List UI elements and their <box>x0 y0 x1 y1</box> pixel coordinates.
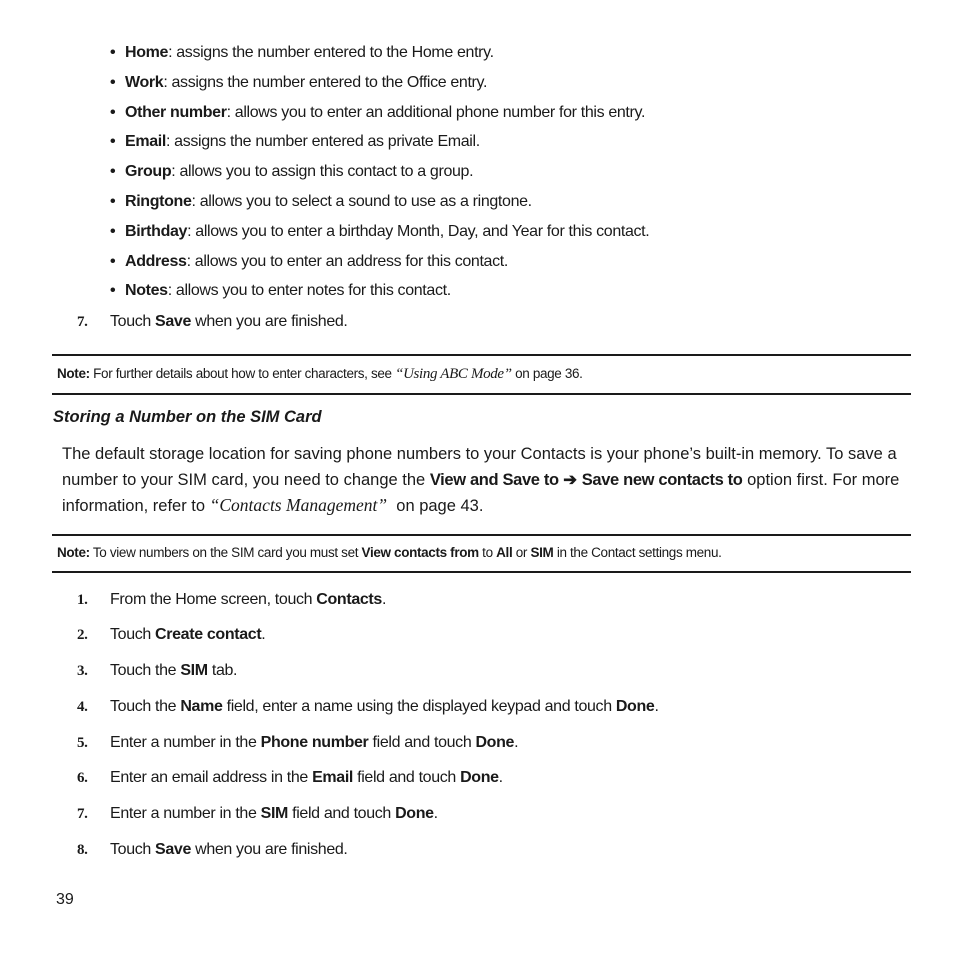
bullet-desc: : assigns the number entered to the Office entry. <box>163 73 488 91</box>
step-text <box>110 624 265 646</box>
paragraph-bold: View and Save to <box>429 470 559 489</box>
step-text-pre: Enter an email address in the <box>110 769 313 786</box>
bullet-glyph: • <box>110 282 116 300</box>
arrow-glyph: ➔ <box>558 470 582 489</box>
step-text-bold: SIM <box>260 805 289 822</box>
step-text <box>110 803 438 825</box>
bullet-item-work <box>110 72 649 102</box>
paragraph-text: The default storage location for saving phone numbers to your Contacts is your phone’s built-in memory. To save a number to your SIM card, you need to change the <box>62 445 897 489</box>
step-text-pre: Touch the <box>110 698 181 715</box>
step-number: 6. <box>77 770 88 786</box>
intro-paragraph <box>62 442 902 520</box>
step-text <box>110 660 237 682</box>
step-text <box>110 311 348 333</box>
bullet-desc: : allows you to select a sound to use as a ringtone. <box>191 192 532 210</box>
bullet-desc: : allows you to assign this contact to a group. <box>171 163 474 181</box>
bullet-glyph: • <box>110 73 116 91</box>
note-text: to <box>478 545 497 560</box>
step-text-bold: Done <box>395 805 434 822</box>
note-label: Note: <box>57 545 90 560</box>
bullet-glyph: • <box>110 103 116 121</box>
step-text <box>110 839 348 861</box>
step-text-post: . <box>261 626 266 643</box>
bullet-desc: : allows you to enter an additional phone number for this entry. <box>226 103 646 121</box>
step-text-post: tab. <box>207 662 238 679</box>
step-number: 7. <box>77 314 88 330</box>
step-text-bold: Done <box>475 734 515 751</box>
bullet-desc: : allows you to enter a birthday Month, Day, and Year for this contact. <box>187 222 650 240</box>
step-text-bold: Create contact <box>155 626 262 643</box>
step-number: 3. <box>77 663 88 679</box>
bullet-glyph: • <box>110 222 116 240</box>
note-top-rule <box>52 354 911 356</box>
contact-field-bullet-list <box>110 42 649 310</box>
bullet-item-ringtone <box>110 191 649 221</box>
step-text-post: . <box>498 769 503 786</box>
note-bottom-rule <box>52 393 911 395</box>
note-sim-view <box>57 544 722 562</box>
note-top-rule <box>52 534 911 536</box>
bullet-item-birthday <box>110 221 649 251</box>
page-number: 39 <box>56 891 74 908</box>
step-text-mid: field and touch <box>353 769 461 786</box>
paragraph-bold: Save new contacts to <box>581 470 743 489</box>
note-text: or <box>512 545 531 560</box>
note-cross-reference: “Using ABC Mode” <box>395 366 512 382</box>
note-bold: View contacts from <box>361 545 479 560</box>
step-text-post: . <box>654 698 659 715</box>
bullet-term: Ringtone <box>125 192 192 210</box>
bullet-glyph: • <box>110 163 116 181</box>
bullet-desc: : allows you to enter notes for this contact. <box>167 282 451 300</box>
step-text-post: when you are finished. <box>191 313 348 330</box>
bullet-desc: : allows you to enter an address for this contact. <box>186 252 508 270</box>
bullet-glyph: • <box>110 192 116 210</box>
step-text-post: . <box>381 591 387 608</box>
bullet-term: Work <box>125 73 164 91</box>
note-text: To view numbers on the SIM card you must set <box>89 545 362 560</box>
bullet-glyph: • <box>110 133 116 151</box>
bullet-term: Birthday <box>125 222 188 240</box>
bullet-item-group <box>110 161 649 191</box>
step-text-pre: From the Home screen, touch <box>110 591 317 608</box>
note-label: Note: <box>57 366 90 381</box>
paragraph-cross-reference: “Contacts Management” <box>209 495 388 515</box>
step-text <box>110 767 503 789</box>
bullet-glyph: • <box>110 44 116 61</box>
step-text-bold: Save <box>155 841 192 858</box>
step-text-bold: Email <box>312 769 354 786</box>
bullet-term: Notes <box>125 282 168 300</box>
step-number: 4. <box>77 699 88 715</box>
step-text-bold: Phone number <box>260 734 369 751</box>
step-text-mid: field and touch <box>368 734 476 751</box>
step-text-bold: Contacts <box>316 591 382 608</box>
bullet-desc: : assigns the number entered as private Email. <box>165 133 480 151</box>
step-text-bold: SIM <box>180 662 208 679</box>
step-number: 7. <box>77 806 88 822</box>
step-text-pre: Touch the <box>110 662 181 679</box>
step-text-pre: Touch <box>110 841 156 858</box>
paragraph-text: on page 43. <box>387 497 484 515</box>
step-text <box>110 732 518 754</box>
note-bold: SIM <box>530 545 554 560</box>
note-text: in the Contact settings menu. <box>553 545 722 560</box>
step-text-bold: Name <box>180 698 223 715</box>
step-text-pre: Enter a number in the <box>110 734 261 751</box>
bullet-term: Address <box>125 252 187 270</box>
step-text-pre: Touch <box>110 626 156 643</box>
note-abc-mode <box>57 365 583 383</box>
bullet-item-email <box>110 131 649 161</box>
step-number: 8. <box>77 842 88 858</box>
step-text <box>110 696 659 718</box>
step-text-bold: Done <box>615 698 655 715</box>
bullet-item-address <box>110 251 649 281</box>
bullet-term: Home <box>125 44 169 61</box>
note-text-end: on page 36. <box>511 366 583 381</box>
step-number: 1. <box>77 592 88 608</box>
bullet-glyph: • <box>110 252 116 270</box>
step-text-post: when you are finished. <box>191 841 348 858</box>
step-text-bold: Done <box>460 769 499 786</box>
bullet-item-home <box>110 42 649 72</box>
step-text-pre: Touch <box>110 313 156 330</box>
step-text-pre: Enter a number in the <box>110 805 261 822</box>
bullet-item-notes <box>110 280 649 310</box>
step-number: 2. <box>77 627 88 643</box>
bullet-term: Other number <box>125 103 227 121</box>
bullet-item-other-number <box>110 102 649 132</box>
bullet-term: Group <box>125 163 172 181</box>
note-text: For further details about how to enter characters, see <box>89 366 396 381</box>
step-text-post: . <box>514 734 519 751</box>
step-number: 5. <box>77 735 88 751</box>
step-text-bold: Save <box>155 313 192 330</box>
step-text-mid: field and touch <box>288 805 396 822</box>
note-bottom-rule <box>52 571 911 573</box>
bullet-term: Email <box>125 133 166 151</box>
section-heading: Storing a Number on the SIM Card <box>53 408 322 426</box>
paragraph-text: option first. For more information, refer to <box>62 470 900 515</box>
bullet-desc: : assigns the number entered to the Home entry. <box>168 44 494 61</box>
step-text-post: . <box>433 805 438 822</box>
step-text-mid: field, enter a name using the displayed keypad and touch <box>222 698 616 715</box>
note-bold: All <box>496 545 513 560</box>
step-text <box>110 589 386 611</box>
